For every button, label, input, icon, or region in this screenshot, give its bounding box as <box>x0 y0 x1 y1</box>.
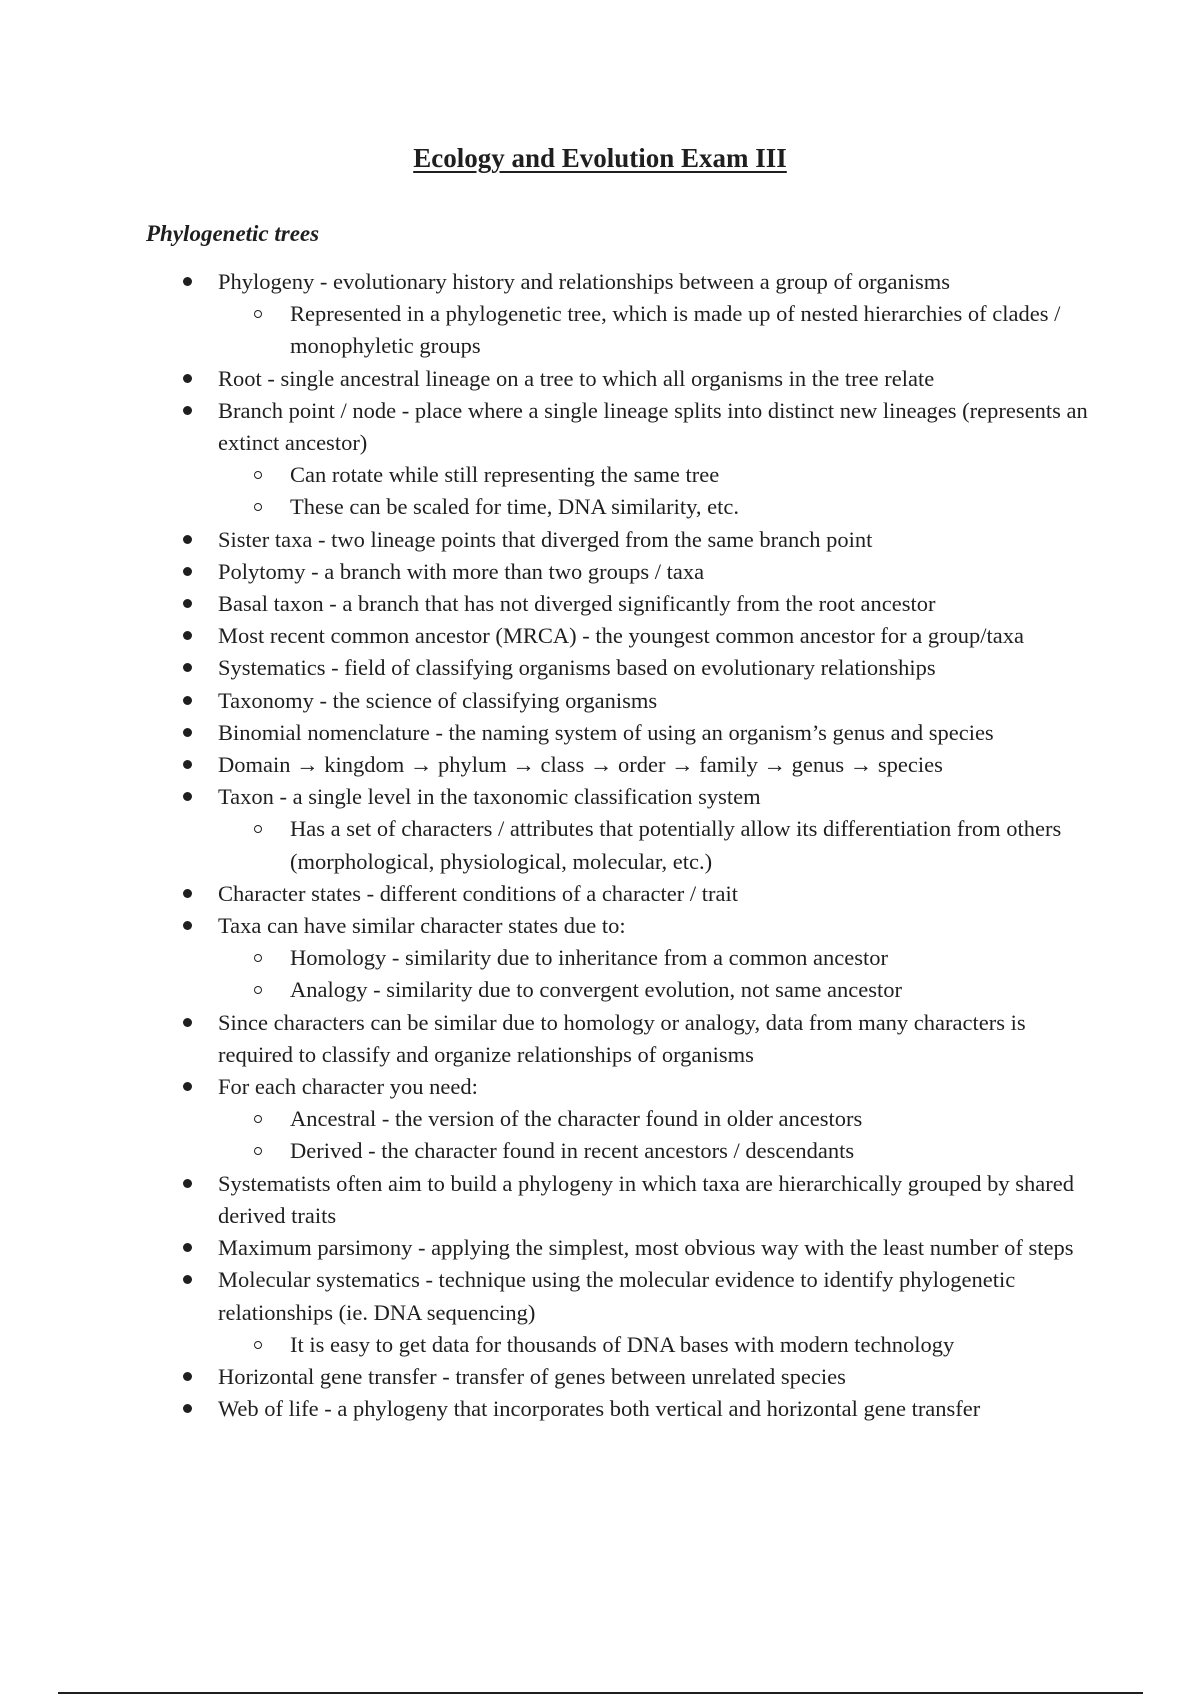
list-item-text: Character states - different conditions of a character / trait <box>218 880 738 906</box>
list-item-text: Most recent common ancestor (MRCA) - the youngest common ancestor for a group/taxa <box>218 623 1025 649</box>
list-item <box>0 266 1200 363</box>
sub-list-item-text: Homology - similarity due to inheritance from a common ancestor <box>290 945 888 971</box>
sub-list-item-text: It is easy to get data for thousands of DNA bases with modern technology <box>290 1331 955 1357</box>
hollow-bullet-icon <box>254 310 262 318</box>
bullet-icon <box>183 760 192 769</box>
list-item <box>0 1232 1200 1264</box>
bullet-icon <box>183 1018 192 1027</box>
hollow-bullet-icon <box>254 1115 262 1123</box>
sub-list-item <box>290 813 1090 877</box>
sub-list-item <box>290 1103 1090 1135</box>
bullet-icon <box>183 277 192 286</box>
list-item-text: Web of life - a phylogeny that incorporates both vertical and horizontal gene transfer <box>218 1396 981 1422</box>
list-item <box>0 1393 1200 1425</box>
sub-list <box>218 298 1090 362</box>
list-item <box>0 556 1200 588</box>
sub-list-item-text: These can be scaled for time, DNA similarity, etc. <box>290 494 740 520</box>
hollow-bullet-icon <box>254 986 262 994</box>
bullet-icon <box>183 631 192 640</box>
sub-list <box>218 1103 1090 1167</box>
list-item-text: Taxonomy - the science of classifying organisms <box>218 687 658 713</box>
list-item <box>0 878 1200 910</box>
hollow-bullet-icon <box>254 1341 262 1349</box>
list-item-text: Systematists often aim to build a phylogeny in which taxa are hierarchically grouped by shared derived traits <box>218 1170 1075 1228</box>
sub-list-item <box>290 942 1090 974</box>
list-item <box>0 588 1200 620</box>
list-item <box>0 1361 1200 1393</box>
sub-list <box>218 942 1090 1006</box>
bullet-icon <box>183 728 192 737</box>
list-item-text: Basal taxon - a branch that has not diverged significantly from the root ancestor <box>218 591 936 617</box>
sub-list-item <box>290 459 1090 491</box>
list-item-text: Branch point / node - place where a single lineage splits into distinct new lineages (represents an extinct ancestor) <box>218 397 1088 456</box>
hollow-bullet-icon <box>254 503 262 511</box>
list-item <box>0 685 1200 717</box>
sub-list-item-text: Analogy - similarity due to convergent evolution, not same ancestor <box>290 977 902 1003</box>
section-heading: Phylogenetic trees <box>146 221 320 246</box>
footer-divider <box>58 1692 1143 1694</box>
bullet-icon <box>183 1243 192 1252</box>
list-item-text: Systematics - field of classifying organisms based on evolutionary relationships <box>218 655 936 681</box>
notes-list <box>0 266 1200 1425</box>
bullet-icon <box>183 1404 192 1413</box>
list-item-text: Sister taxa - two lineage points that diverged from the same branch point <box>218 526 873 552</box>
list-item <box>0 620 1200 652</box>
list-item <box>0 363 1200 395</box>
bullet-icon <box>183 792 192 801</box>
list-item-text: Phylogeny - evolutionary history and relationships between a group of organisms <box>218 269 950 294</box>
bullet-icon <box>183 696 192 705</box>
list-item <box>0 524 1200 556</box>
list-item <box>0 1071 1200 1168</box>
list-item <box>0 910 1200 1007</box>
sub-list-item <box>290 974 1090 1006</box>
hollow-bullet-icon <box>254 471 262 479</box>
sub-list <box>218 813 1090 877</box>
list-item <box>0 749 1200 781</box>
bullet-icon <box>183 374 192 383</box>
sub-list-item-text: Derived - the character found in recent ancestors / descendants <box>290 1138 855 1164</box>
bullet-icon <box>183 406 192 415</box>
sub-list-item <box>290 1135 1090 1167</box>
list-item-text: Horizontal gene transfer - transfer of genes between unrelated species <box>218 1363 846 1389</box>
sub-list-item-text: Has a set of characters / attributes that potentially allow its differentiation from others (morphological, physiological, molecular, etc.) <box>290 816 1062 874</box>
bullet-icon <box>183 599 192 608</box>
list-item-text: Since characters can be similar due to homology or analogy, data from many characters is required to classify and organize relationships of organisms <box>218 1009 1026 1067</box>
list-item-text: Maximum parsimony - applying the simplest, most obvious way with the least number of steps <box>218 1235 1074 1261</box>
list-item <box>0 781 1200 878</box>
bullet-icon <box>183 1372 192 1381</box>
list-item <box>0 717 1200 749</box>
list-item-text: Binomial nomenclature - the naming system of using an organism’s genus and species <box>218 719 994 745</box>
list-item-text: Taxa can have similar character states due to: <box>218 913 626 939</box>
list-item-text: Root - single ancestral lineage on a tree to which all organisms in the tree relate <box>218 365 935 391</box>
sub-list <box>218 1329 1090 1361</box>
sub-list-item-text: Can rotate while still representing the same tree <box>290 462 720 488</box>
bullet-icon <box>183 1179 192 1188</box>
bullet-icon <box>183 663 192 672</box>
list-item <box>0 1168 1200 1232</box>
bullet-icon <box>183 889 192 898</box>
list-item <box>0 1007 1200 1071</box>
list-item <box>0 1264 1200 1361</box>
sub-list-item <box>290 491 1090 523</box>
sub-list-item <box>290 298 1090 362</box>
hollow-bullet-icon <box>254 1147 262 1155</box>
sub-list <box>218 459 1090 523</box>
sub-list-item <box>290 1329 1090 1361</box>
bullet-icon <box>183 1275 192 1284</box>
list-item-text: Molecular systematics - technique using the molecular evidence to identify phylogenetic relationships (ie. DNA sequencing) <box>218 1267 1016 1325</box>
list-item-text: Polytomy - a branch with more than two groups / taxa <box>218 558 705 584</box>
sub-list-item-text: Represented in a phylogenetic tree, which is made up of nested hierarchies of clades / monophyletic groups <box>290 301 1061 359</box>
sub-list-item-text: Ancestral - the version of the character found in older ancestors <box>290 1106 863 1132</box>
list-item <box>0 652 1200 684</box>
page-title: Ecology and Evolution Exam III <box>413 143 787 173</box>
list-item-text: Taxon - a single level in the taxonomic classification system <box>218 784 761 810</box>
list-item-text: For each character you need: <box>218 1074 478 1100</box>
bullet-icon <box>183 1082 192 1091</box>
bullet-icon <box>183 921 192 930</box>
bullet-icon <box>183 535 192 544</box>
list-item-text: Domain → kingdom → phylum → class → order → family → genus → species <box>218 752 943 778</box>
list-item <box>0 395 1200 524</box>
bullet-icon <box>183 567 192 576</box>
hollow-bullet-icon <box>254 825 262 833</box>
hollow-bullet-icon <box>254 954 262 962</box>
